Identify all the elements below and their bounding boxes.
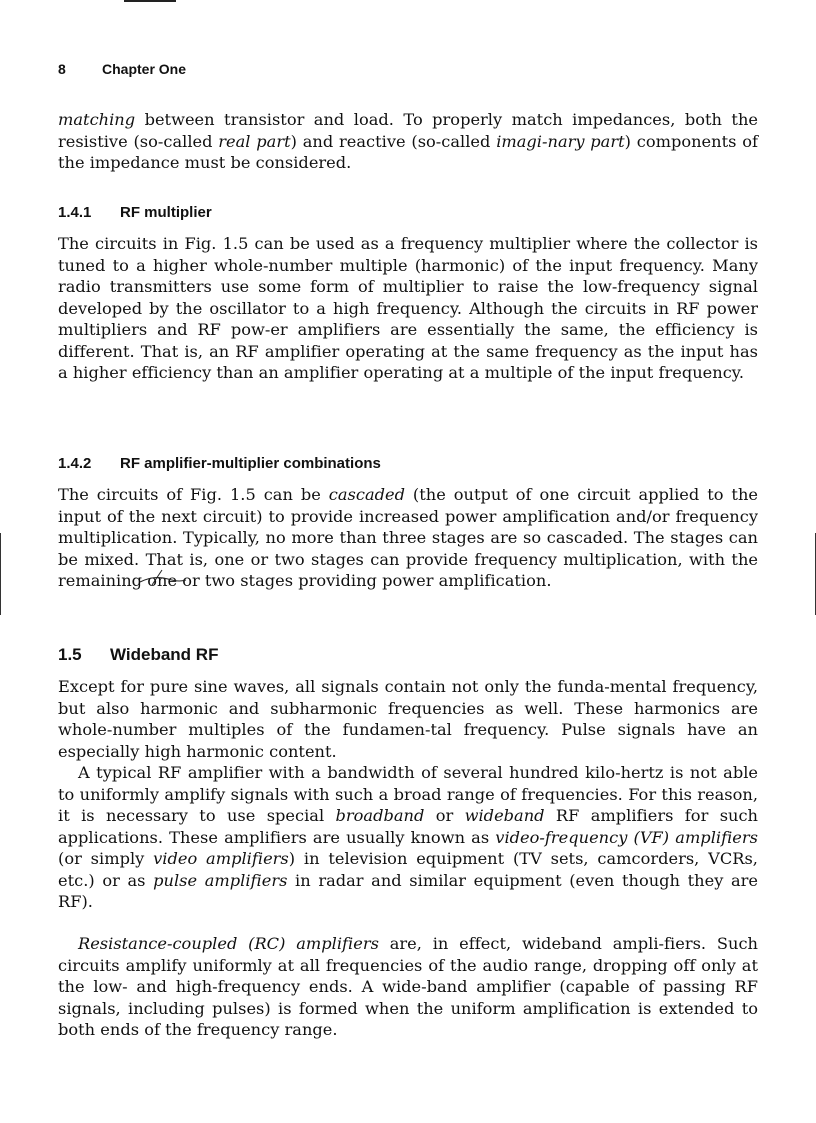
section-title: RF multiplier [120,204,212,221]
wideband-paragraph-3: Resistance-coupled (RC) amplifiers are, in effect, wideband ampli-fiers. Such circuits amplify uniformly at all frequencies of the audio range, dropping off only at the low- and high-frequency ends. A wide-band amplifier (capable of passing RF signals, including pulses) is formed when the uniform amplification is extended to both ends of the frequency range. [58,934,758,1039]
section-title: Wideband RF [110,645,219,664]
rf-multiplier-paragraph: The circuits in Fig. 1.5 can be used as a frequency multiplier where the collector is tuned to a higher whole-number multiple (harmonic) of the input frequency. Many radio transmitters use some form of multiplier to raise the low-frequency signal developed by the oscillator to a high frequency. Although the circuits in RF power multipliers and RF pow-er amplifiers are essentially the same, the efficiency is different. That is, an RF amplifier operating at the same frequency as the input has a higher efficiency than an amplifier operating at a multiple of the input frequency. [58,234,758,382]
section-number: 1.4.2 [58,455,92,472]
chapter-title: Chapter One [102,61,187,77]
section-heading-1-4-2 [58,455,381,472]
intro-paragraph: matching between transistor and load. To properly match impedances, both the resistive (so-called real part) and reactive (so-called imagi-nary part) components of the impedance must be considered. [58,110,758,172]
top-rule [124,0,176,2]
section-number: 1.5 [58,645,82,664]
section-heading-1-4-1 [58,204,212,221]
section-heading-1-5 [58,645,218,665]
wideband-paragraph-1: Except for pure sine waves, all signals contain not only the funda-mental frequency, but also harmonic and subharmonic frequencies as well. These harmonics are whole-number multiples of the fundamen-tal frequency. Pulse signals have an especially high harmonic content. [58,677,758,761]
combinations-paragraph: The circuits of Fig. 1.5 can be cascaded (the output of one circuit applied to the input of the next circuit) to provide increased power amplification and/or frequency multiplication. Typically, no more than three stages are so cascaded. The stages can be mixed. That is, one or two stages can provide frequency multiplication, with the remaining one or two stages providing power amplification. [58,485,759,590]
page-number: 8 [58,61,66,77]
left-margin-mark [0,533,1,615]
running-head [58,61,186,77]
wideband-paragraph-2: A typical RF amplifier with a bandwidth of several hundred kilo-hertz is not able to uniformly amplify signals with such a broad range of frequencies. For this reason, it is necessary to use special broadband or wideband RF amplifiers for such applications. These amplifiers are usually known as video-frequency (VF) amplifiers (or simply video amplifiers) in television equipment (TV sets, camcorders, VCRs, etc.) or as pulse amplifiers in radar and similar equipment (even though they are RF). [58,763,759,911]
section-title: RF amplifier-multiplier combinations [120,455,381,472]
section-number: 1.4.1 [58,204,92,221]
